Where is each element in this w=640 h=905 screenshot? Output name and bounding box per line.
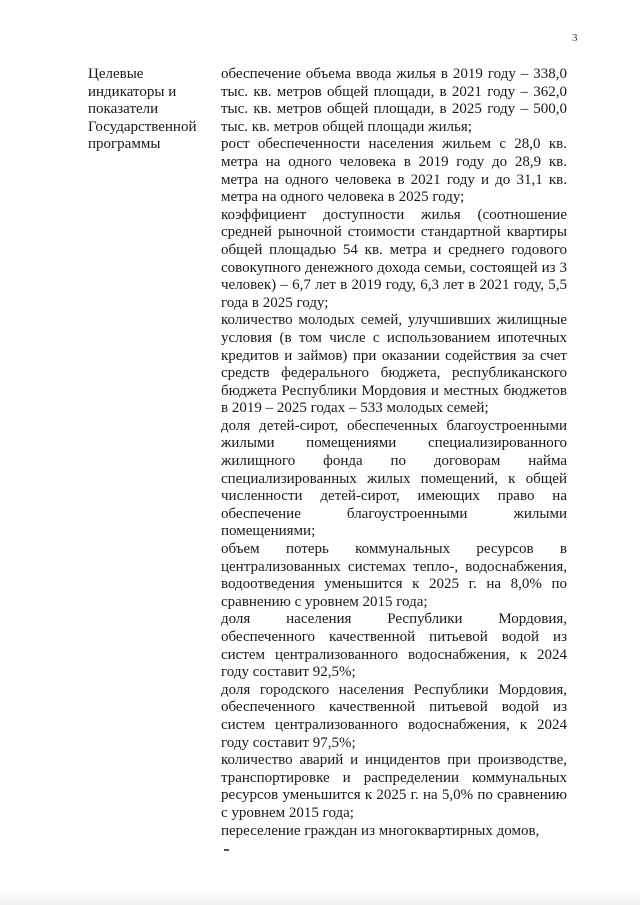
scan-mark — [224, 849, 229, 851]
indicator-resource-losses: объем потерь коммунальных ресурсов в централизованных системах тепло-, водоснабжения, водоотведения уменьшится к 2025 г. на 8,0% по сравнению с уровнем 2015 года; — [221, 541, 567, 610]
section-label-line: Государственной — [88, 118, 197, 135]
indicator-water-population: доля населения Республики Мордовия, обеспеченного качественной питьевой водой из систем централизованного водоснабжения, к 2024 году составит 92,5%; — [221, 611, 567, 681]
indicator-housing-volume: обеспечение объема ввода жилья в 2019 году – 338,0 тыс. кв. метров общей площади, в 2021 году – 362,0 тыс. кв. метров общей площади, в 2025 году – 500,0 тыс. кв. метров общей площади жилья; — [221, 66, 567, 135]
scan-bottom-edge — [0, 891, 640, 905]
indicator-affordability: коэффициент доступности жилья (соотношение средней рыночной стоимости стандартной квартиры общей площадью 54 кв. метра и среднего годового совокупного денежного дохода семьи, состоящей из 3 человек) – 6,7 лет в 2019 году, 6,3 лет в 2021 году, 5,5 года в 2025 году; — [221, 206, 567, 311]
indicators-text — [221, 66, 567, 840]
page-number: 3 — [572, 32, 578, 44]
indicator-young-families: количество молодых семей, улучшивших жилищные условия (в том числе с использованием ипотечных кредитов и займов) при оказании содействия за счет средств федерального бюджета, республиканского бюджета Республики Мордовия и местных бюджетов в 2019 – 2025 годах – 533 молодых семей; — [221, 312, 567, 417]
section-label — [88, 66, 214, 154]
indicator-housing-per-capita: рост обеспеченности населения жильем с 28,0 кв. метра на одного человека в 2019 году до 28,9 кв. метра на одного человека в 2021 году и до 31,1 кв. метра на одного человека в 2025 году; — [221, 136, 567, 206]
indicator-water-urban: доля городского населения Республики Мордовия, обеспеченного качественной питьевой водой из систем централизованного водоснабжения, к 2024 году составит 97,5%; — [221, 681, 567, 751]
section-label-line: Целевые — [88, 66, 144, 82]
indicator-orphans-housing: доля детей-сирот, обеспеченных благоустроенными жилыми помещениями специализированного жилищного фонда по договорам найма специализированных жилых помещений, к общей численности детей-сирот, имеющих право на обеспечение благоустроенными жилыми помещениями; — [221, 417, 567, 540]
indicator-accidents: количество аварий и инцидентов при производстве, транспортировке и распределении коммунальных ресурсов уменьшится к 2025 г. на 5,0% по сравнению с уровнем 2015 года; — [221, 752, 567, 821]
section-label-line: индикаторы и — [88, 83, 177, 100]
section-label-line: программы — [88, 136, 161, 153]
section-label-line: показатели — [88, 101, 159, 118]
indicator-resettlement: переселение граждан из многоквартирных домов, — [221, 822, 540, 839]
